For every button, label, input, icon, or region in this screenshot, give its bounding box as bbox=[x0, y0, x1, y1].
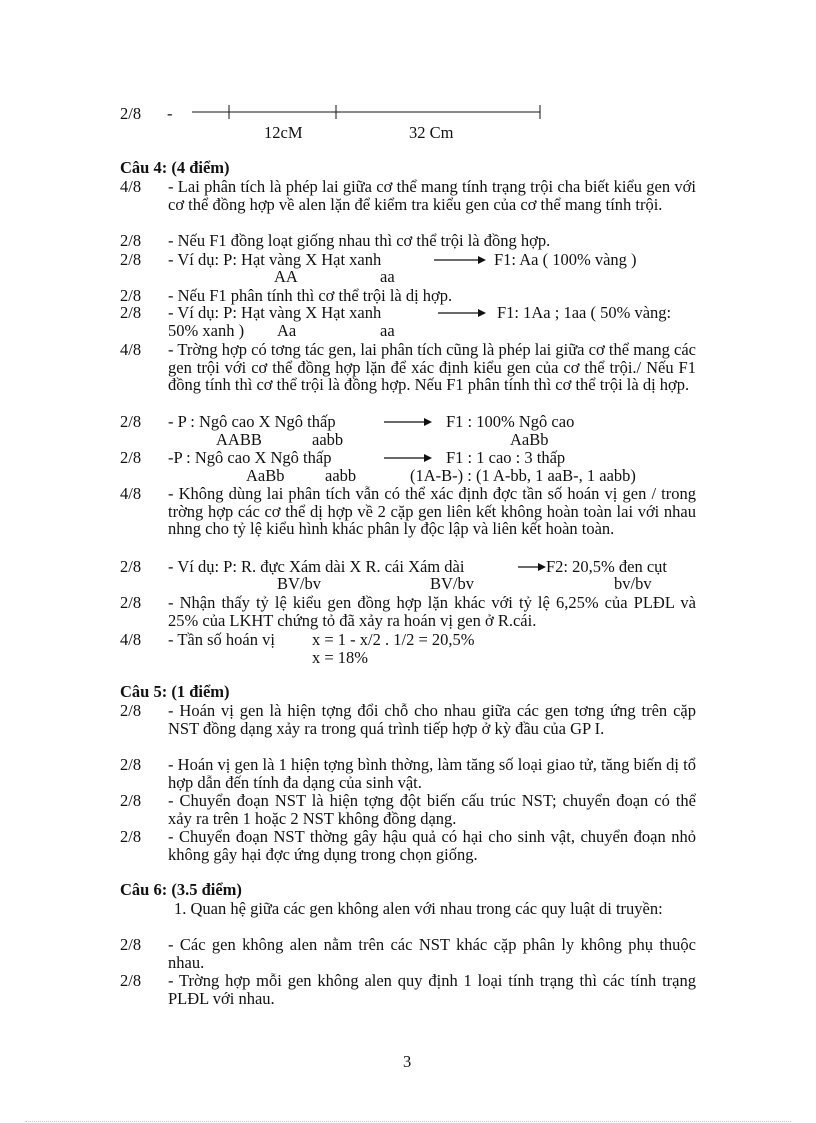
score: 4/8 bbox=[120, 177, 142, 196]
genotype: aabb bbox=[325, 466, 357, 485]
answer-text: - Hoán vị gen là hiện tợng đổi chỗ cho nhau giữa các gen tơng ứng trên cặp NST đồng dạng xảy ra trong quá trình tiếp hợp ở kỳ đầu của GP I. bbox=[168, 701, 696, 738]
heading-q4: Câu 4: (4 điểm) bbox=[120, 158, 230, 177]
score-diagram: 2/8 bbox=[120, 104, 142, 123]
page-number: 3 bbox=[403, 1052, 412, 1071]
score: 2/8 bbox=[120, 448, 142, 467]
score: 2/8 bbox=[120, 303, 142, 322]
cross-result: F1: 1Aa ; 1aa ( 50% vàng: bbox=[497, 303, 672, 322]
genotype: BV/bv bbox=[430, 574, 475, 593]
page-border bbox=[25, 1121, 791, 1122]
answer-text: -P : Ngô cao X Ngô thấp bbox=[168, 448, 332, 467]
score: 2/8 bbox=[120, 286, 142, 305]
genotype: aabb bbox=[312, 430, 344, 449]
score: 2/8 bbox=[120, 701, 142, 720]
answer-text: - Lai phân tích là phép lai giữa cơ thể mang tính trạng trội cha biết kiểu gen với cơ thể đồng hợp về alen lặn để kiểm tra kiểu gen của cơ thể mang tính trội. bbox=[168, 177, 696, 214]
cross-result: F2: 20,5% đen cụt bbox=[546, 557, 667, 576]
genotype: bv/bv bbox=[614, 574, 652, 593]
formula: x = 18% bbox=[312, 648, 369, 667]
answer-text: - Các gen không alen nằm trên các NST khác cặp phân ly không phụ thuộc nhau. bbox=[168, 935, 696, 972]
answer-text: - Tần số hoán vị bbox=[168, 630, 275, 649]
genotype: aa bbox=[380, 267, 395, 286]
heading-q6: Câu 6: (3.5 điểm) bbox=[120, 880, 242, 899]
heading-q5: Câu 5: (1 điểm) bbox=[120, 682, 230, 701]
score: 2/8 bbox=[120, 935, 142, 954]
answer-text: - Nếu F1 đồng loạt giống nhau thì cơ thể trội là đồng hợp. bbox=[168, 231, 551, 250]
score: 2/8 bbox=[120, 250, 142, 269]
genotype: AaBb bbox=[510, 430, 549, 449]
score: 2/8 bbox=[120, 755, 142, 774]
answer-text: - Trờng hợp có tơng tác gen, lai phân tích cũng là phép lai giữa cơ thể mang các gen trội với cơ thể đồng hợp lặn để xác định kiểu gen của cơ thể trội./ Nếu F1 đồng tính thì cơ thể trội là đồng hợp. Nếu F1 phân tính thì cơ thể trội là dị hợp. bbox=[168, 340, 696, 394]
answer-text: - Nhận thấy tỷ lệ kiểu gen đồng hợp lặn khác với tỷ lệ 6,25% của PLĐL và 25% của LKHT chứng tỏ đã xảy ra hoán vị gen ở R.cái. bbox=[168, 593, 696, 630]
answer-text: - Chuyển đoạn NST là hiện tợng đột biến cấu trúc NST; chuyển đoạn có thể xảy ra trên 1 hoặc 2 NST không đồng dạng. bbox=[168, 791, 696, 828]
distance-label-a: 12cM bbox=[264, 123, 303, 142]
answer-text: - Trờng hợp mỗi gen không alen quy định 1 loại tính trạng thì các tính trạng PLĐL với nhau. bbox=[168, 971, 696, 1008]
answer-text: - Không dùng lai phân tích vẫn có thể xác định đợc tần số hoán vị gen / trong trờng hợp các cơ thể dị hợp về 2 cặp gen liên kết không hoàn toàn lai với nhau nhng cho tỷ lệ kiểu hình khác phân ly độc lập và liên kết hoàn toàn. bbox=[168, 484, 696, 538]
score: 4/8 bbox=[120, 630, 142, 649]
genotype: (1A-B-) : (1 A-bb, 1 aaB-, 1 aabb) bbox=[410, 466, 636, 485]
score: 4/8 bbox=[120, 484, 142, 503]
score: 2/8 bbox=[120, 593, 142, 612]
genotype: Aa bbox=[277, 321, 297, 340]
genotype: AA bbox=[274, 267, 298, 286]
genotype: aa bbox=[380, 321, 395, 340]
answer-text: - Ví dụ: P: Hạt vàng X Hạt xanh bbox=[168, 303, 382, 322]
score: 2/8 bbox=[120, 791, 142, 810]
answer-text: - Nếu F1 phân tính thì cơ thể trội là dị hợp. bbox=[168, 286, 453, 305]
score: 2/8 bbox=[120, 557, 142, 576]
formula: x = 1 - x/2 . 1/2 = 20,5% bbox=[312, 630, 475, 649]
genotype: AaBb bbox=[246, 466, 285, 485]
cross-result-cont: 50% xanh ) bbox=[168, 321, 245, 340]
score: 4/8 bbox=[120, 340, 142, 359]
answer-text: - Hoán vị gen là 1 hiện tợng bình thờng, làm tăng số loại giao tử, tăng biến dị tổ hợp dẫn đến tính đa dạng của sinh vật. bbox=[168, 755, 696, 792]
diagram-dash: - bbox=[167, 104, 173, 123]
answer-text: - Ví dụ: P: Hạt vàng X Hạt xanh bbox=[168, 250, 382, 269]
genotype: BV/bv bbox=[277, 574, 322, 593]
score: 2/8 bbox=[120, 827, 142, 846]
cross-result: F1 : 100% Ngô cao bbox=[446, 412, 575, 431]
score: 2/8 bbox=[120, 231, 142, 250]
score: 2/8 bbox=[120, 971, 142, 990]
answer-text: - P : Ngô cao X Ngô thấp bbox=[168, 412, 336, 431]
genotype: AABB bbox=[216, 430, 262, 449]
cross-result: F1 : 1 cao : 3 thấp bbox=[446, 448, 566, 467]
answer-text: - Ví dụ: P: R. đực Xám dài X R. cái Xám dài bbox=[168, 557, 465, 576]
answer-text: - Chuyển đoạn NST thờng gây hậu quả có hại cho sinh vật, chuyển đoạn nhỏ không gây hại đợc ứng dụng trong chọn giống. bbox=[168, 827, 696, 864]
distance-label-b: 32 Cm bbox=[409, 123, 454, 142]
score: 2/8 bbox=[120, 412, 142, 431]
cross-result: F1: Aa ( 100% vàng ) bbox=[494, 250, 637, 269]
numbered-item: 1. Quan hệ giữa các gen không alen với nhau trong các quy luật di truyền: bbox=[174, 899, 663, 918]
